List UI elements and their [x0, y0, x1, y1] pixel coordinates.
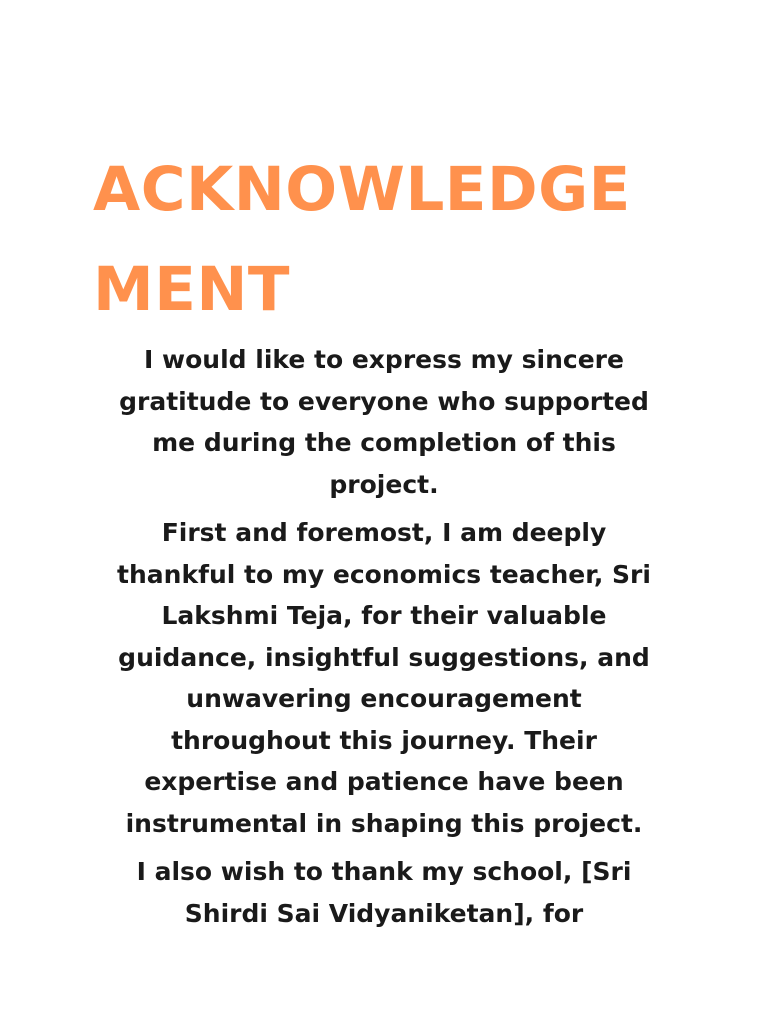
- title-line-1: ACKNOWLEDGE: [93, 154, 631, 225]
- text-line: thankful to my economics teacher, Sri: [117, 559, 651, 589]
- text-line: Lakshmi Teja, for their valuable: [161, 601, 607, 630]
- text-line: unwavering encouragement: [186, 684, 582, 713]
- text-line: Shirdi Sai Vidyaniketan], for: [184, 898, 584, 928]
- text-line: I would like to express my sincere: [144, 345, 624, 374]
- page-title: [93, 140, 713, 340]
- text-line: First and foremost, I am deeply: [161, 518, 607, 547]
- text-line: me during the completion of this: [152, 428, 616, 457]
- title-line-2: MENT: [93, 254, 291, 325]
- text-line: gratitude to everyone who supported: [119, 386, 649, 416]
- text-line: expertise and patience have been: [144, 767, 624, 796]
- acknowledgement-body: [84, 339, 684, 941]
- paragraph-teacher: [84, 512, 684, 844]
- text-line: throughout this journey. Their: [171, 725, 597, 755]
- text-line: instrumental in shaping this project.: [125, 808, 643, 838]
- text-line: I also wish to thank my school, [Sri: [136, 857, 632, 886]
- text-line: project.: [329, 469, 439, 499]
- paragraph-school: [84, 851, 684, 934]
- text-line: guidance, insightful suggestions, and: [118, 642, 650, 672]
- paragraph-intro: [84, 339, 684, 505]
